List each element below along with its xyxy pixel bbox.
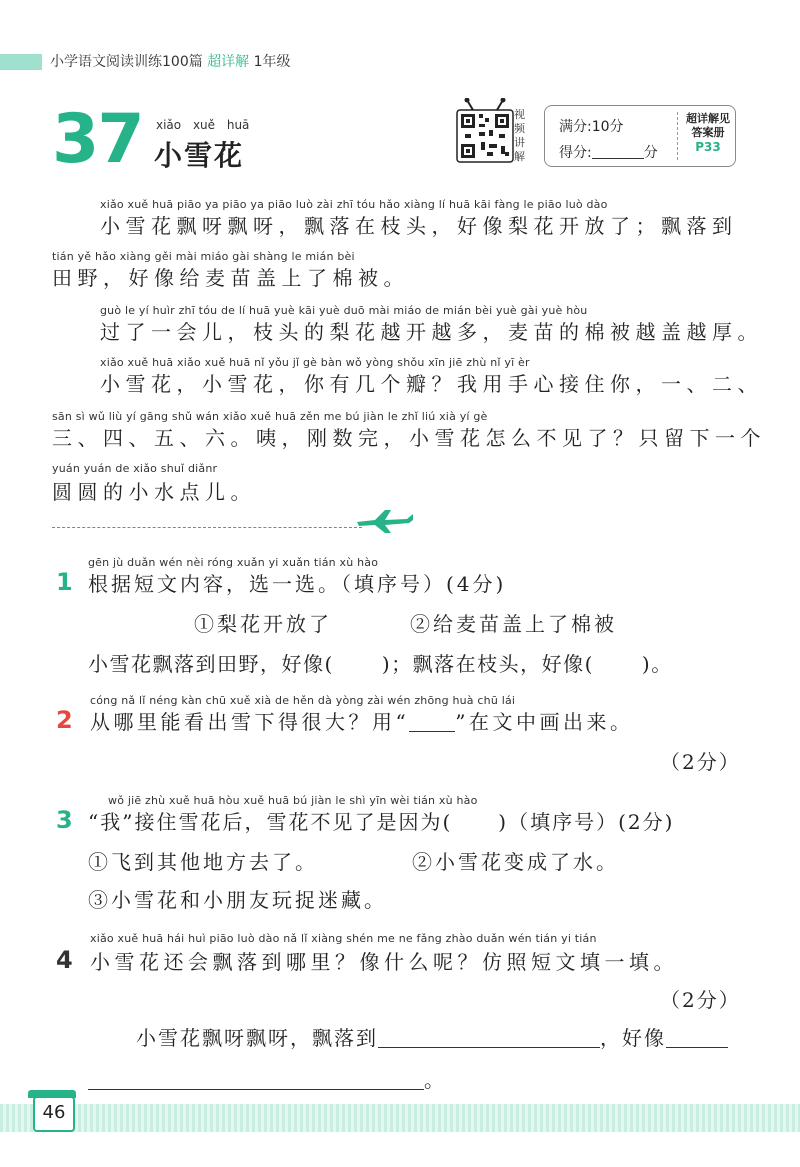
video-explain-label: 视频讲解 <box>514 108 525 163</box>
passage-pinyin-3: guò le yí huìr zhī tóu de lí huā yuè kāi yuè duō mài miáo de mián bèi yuè gài yuè hòu <box>100 304 588 317</box>
question-1-text: 根据短文内容，选一选。（填序号）(4分) <box>88 572 507 596</box>
question-1-pinyin: gēn jù duǎn wén nèi róng xuǎn yi xuǎn tián xù hào <box>88 556 379 569</box>
question-1-sentence-b: )；飘落在枝头，好像( <box>381 652 594 676</box>
question-3-option-2: ②小雪花变成了水。 <box>412 850 619 874</box>
passage-pinyin-4: xiǎo xuě huā xiǎo xuě huā nǐ yǒu jǐ gè bàn wǒ yòng shǒu xīn jiē zhù nǐ yī èr <box>100 356 530 369</box>
score-label: 得分: <box>559 145 592 161</box>
passage-pinyin-6: yuán yuán de xiǎo shuǐ diǎnr <box>52 462 218 475</box>
question-1-sentence <box>88 648 673 677</box>
question-4-fill-sentence <box>136 1022 728 1051</box>
score-unit: 分 <box>643 145 658 161</box>
question-2-text-b: ”在文中画出来。 <box>455 710 634 734</box>
score-blank[interactable] <box>592 144 644 159</box>
question-3-number: 3 <box>56 806 73 834</box>
passage-pinyin-1: xiǎo xuě huā piāo ya piāo ya piāo luò zài zhī tóu hǎo xiàng lí huā kāi fàng le piāo luò dào <box>100 198 608 211</box>
book-title <box>50 51 291 71</box>
qr-code[interactable] <box>455 98 515 164</box>
question-4-points: （2分） <box>660 988 741 1012</box>
question-4-fill-line-2 <box>88 1064 450 1093</box>
question-4-like-blank[interactable] <box>666 1029 728 1048</box>
lesson-title: 小雪花 <box>154 139 245 172</box>
question-4-fill-b: ，好像 <box>600 1026 666 1050</box>
header-bar <box>0 54 42 70</box>
question-4-place-blank[interactable] <box>378 1029 600 1048</box>
question-1-sentence-c: )。 <box>641 652 673 676</box>
question-4-number: 4 <box>56 946 73 974</box>
question-3-text <box>88 806 674 835</box>
question-1-number: 1 <box>56 568 73 596</box>
question-2-text-a: 从哪里能看出雪下得很大？用“ <box>90 710 410 734</box>
passage-line-4: 小雪花，小雪花，你有几个瓣？我用手心接住你，一、二、 <box>100 372 763 396</box>
passage-pinyin-2: tián yě hǎo xiàng gěi mài miáo gài shàng le mián bèi <box>52 250 355 263</box>
question-4-like-blank-2[interactable] <box>88 1071 424 1090</box>
question-1-option-2: ②给麦苗盖上了棉被 <box>410 612 617 636</box>
book-grade: 1年级 <box>253 54 291 70</box>
passage-line-3: 过了一会儿，枝头的梨花越开越多，麦苗的棉被越盖越厚。 <box>100 320 763 344</box>
section-divider <box>52 527 362 528</box>
full-score-label: 满分:10分 <box>559 119 624 135</box>
answer-reference <box>681 112 735 154</box>
score-field[interactable] <box>559 142 658 162</box>
book-title-prefix: 小学语文阅读训练100篇 <box>50 54 203 70</box>
passage-pinyin-5: sān sì wǔ liù yí gāng shǔ wán xiǎo xuě huā zěn me bú jiàn le zhǐ liú xià yí gè <box>52 410 488 423</box>
lesson-title-pinyin: xiǎo xuě huā <box>156 118 250 132</box>
question-3-option-1: ①飞到其他地方去了。 <box>88 850 318 874</box>
answer-page: P33 <box>695 140 721 154</box>
score-divider <box>677 112 679 160</box>
passage-line-2: 田野，好像给麦苗盖上了棉被。 <box>52 266 409 290</box>
answer-line1: 超详解见 <box>686 112 730 125</box>
airplane-icon <box>355 508 415 534</box>
qr-code-icon <box>455 98 515 164</box>
answer-line2: 答案册 <box>691 126 725 139</box>
question-2-number: 2 <box>56 706 73 734</box>
book-title-highlight: 超详解 <box>207 54 250 70</box>
question-4-text: 小雪花还会飘落到哪里？像什么呢？仿照短文填一填。 <box>90 950 678 974</box>
question-3-text-b: )（填序号）(2分) <box>498 810 675 834</box>
question-1-option-1: ①梨花开放了 <box>194 612 332 636</box>
passage-line-5: 三、四、五、六。咦，刚数完，小雪花怎么不见了？只留下一个 <box>52 426 766 450</box>
question-3-pinyin: wǒ jiē zhù xuě huā hòu xuě huā bú jiàn le shì yīn wèi tián xù hào <box>108 794 478 807</box>
question-2-points: （2分） <box>660 750 741 774</box>
question-3-text-a: “我”接住雪花后，雪花不见了是因为( <box>88 810 453 834</box>
passage-line-1: 小雪花飘呀飘呀，飘落在枝头，好像梨花开放了；飘落到 <box>100 214 738 238</box>
passage-line-6: 圆圆的小水点儿。 <box>52 480 256 504</box>
question-1-sentence-a: 小雪花飘落到田野，好像( <box>88 652 334 676</box>
question-4-fill-end: 。 <box>424 1068 450 1092</box>
score-box <box>544 105 736 167</box>
question-2-symbol-blank <box>409 713 455 732</box>
question-2-pinyin: cóng nǎ lǐ néng kàn chū xuě xià de hěn dà yòng zài wén zhōng huà chū lái <box>90 694 516 707</box>
page-number: 46 <box>42 1102 66 1123</box>
footer-bar <box>0 1104 800 1132</box>
question-4-pinyin: xiǎo xuě huā hái huì piāo luò dào nǎ lǐ xiàng shén me ne fǎng zhào duǎn wén tián yi tián <box>90 932 597 945</box>
lesson-number: 37 <box>52 100 143 179</box>
question-2-text <box>90 706 633 735</box>
question-3-option-3: ③小雪花和小朋友玩捉迷藏。 <box>88 888 387 912</box>
question-4-fill-a: 小雪花飘呀飘呀，飘落到 <box>136 1026 378 1050</box>
